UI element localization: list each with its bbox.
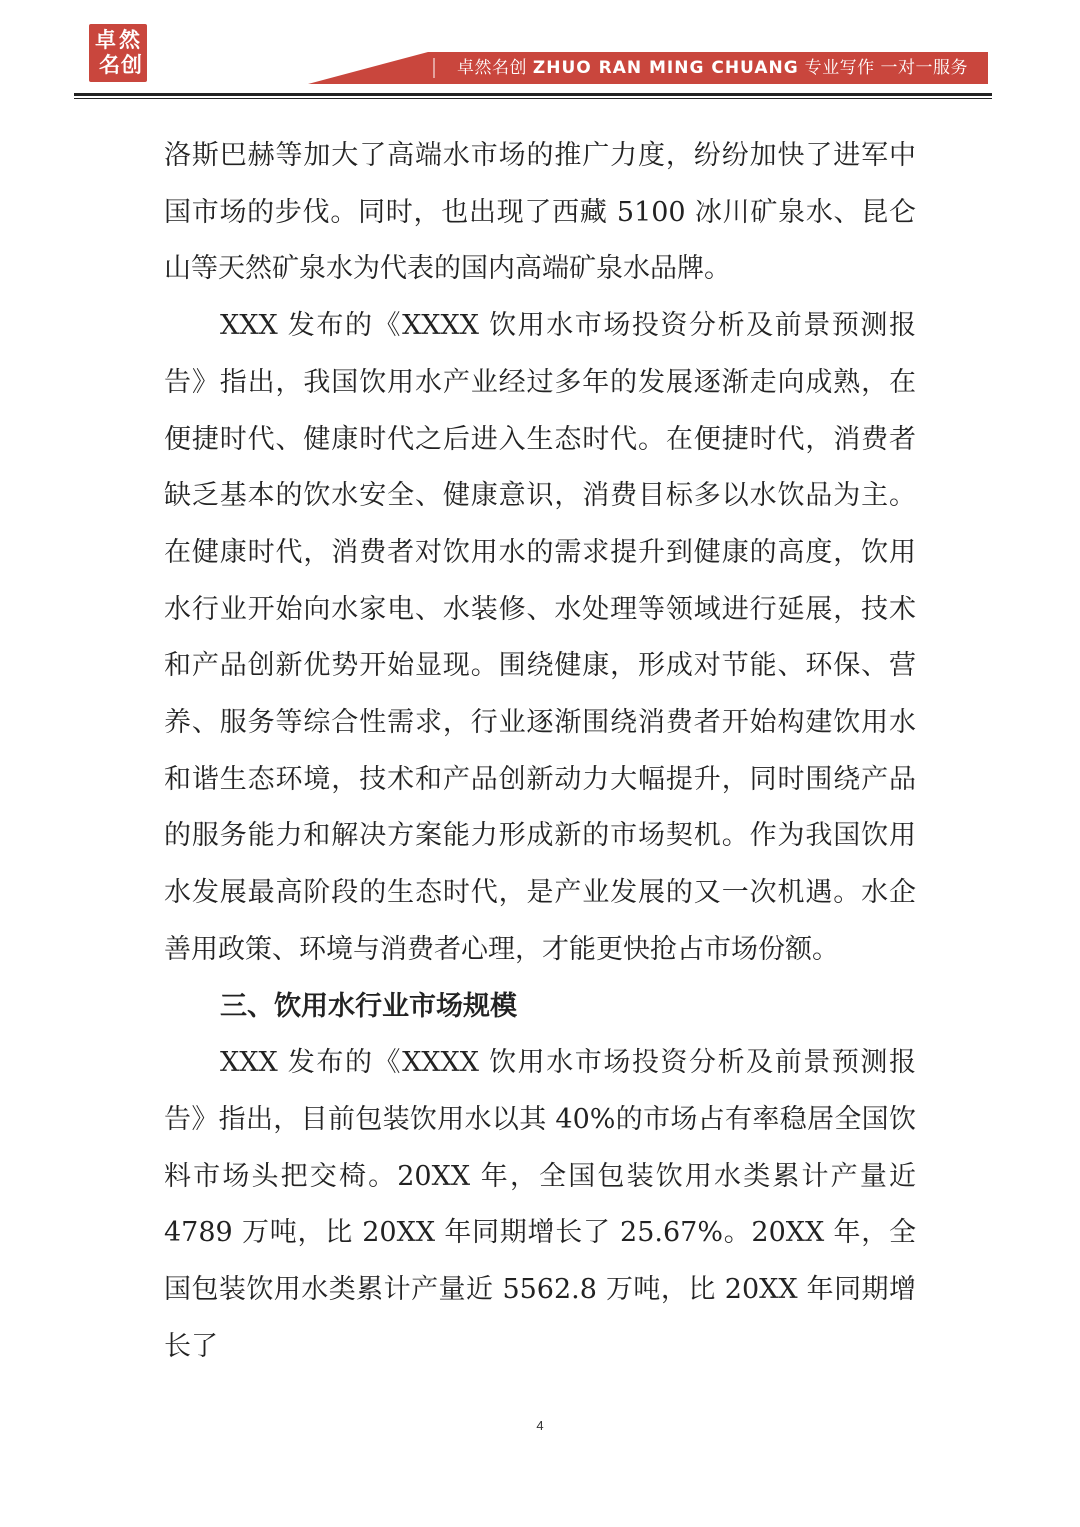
logo-char-4: 创 [121,53,142,77]
banner-tagline: 专业写作 一对一服务 [804,58,968,78]
banner-brand-cn: 卓然名创 [456,58,527,78]
header-banner [308,52,988,84]
logo-char-3: 名 [99,53,120,77]
header-rule [74,93,992,96]
paragraph-2: XXX 发布的《XXXX 饮用水市场投资分析及前景预测报告》指出，我国饮用水产业经过多年的发展逐渐走向成熟，在便捷时代、健康时代之后进入生态时代。在便捷时代，消费者缺乏基本的饮水安全、健康意识，消费目标多以水饮品为主。在健康时代，消费者对饮用水的需求提升到健康的高度，饮用水行业开始向水家电、水装修、水处理等领域进行延展，技术和产品创新优势开始显现。围绕健康，形成对节能、环保、营养、服务等综合性需求，行业逐渐围绕消费者开始构建饮用水和谐生态环境，技术和产品创新动力大幅提升，同时围绕产品的服务能力和解决方案能力形成新的市场契机。作为我国饮用水发展最高阶段的生态时代，是产业发展的又一次机遇。水企善用政策、环境与消费者心理，才能更快抢占市场份额。 [164,310,916,965]
brand-logo [89,24,147,82]
paragraph-3: XXX 发布的《XXXX 饮用水市场投资分析及前景预测报告》指出，目前包装饮用水以其 40%的市场占有率稳居全国饮料市场头把交椅。20XX 年，全国包装饮用水类累计产量近 4789 万吨，比 20XX 年同期增长了 25.67%。20XX 年，全国包装饮用水类累计产量近 5562.8 万吨，比 20XX 年同期增长了 [164,1047,916,1362]
paragraph-1: 洛斯巴赫等加大了高端水市场的推广力度，纷纷加快了进军中国市场的步伐。同时，也出现了西藏 5100 冰川矿泉水、昆仑山等天然矿泉水为代表的国内高端矿泉水品牌。 [164,140,916,285]
logo-char-2: 然 [119,28,140,52]
document-body [164,128,916,1375]
logo-char-1: 卓 [95,28,116,52]
banner-brand-en: ZHUO RAN MING CHUANG [532,58,799,78]
banner-text [457,52,968,84]
page-number: 4 [536,1418,544,1433]
section-heading: 三、饮用水行业市场规模 [220,990,517,1022]
header-rule-thin [74,98,992,99]
